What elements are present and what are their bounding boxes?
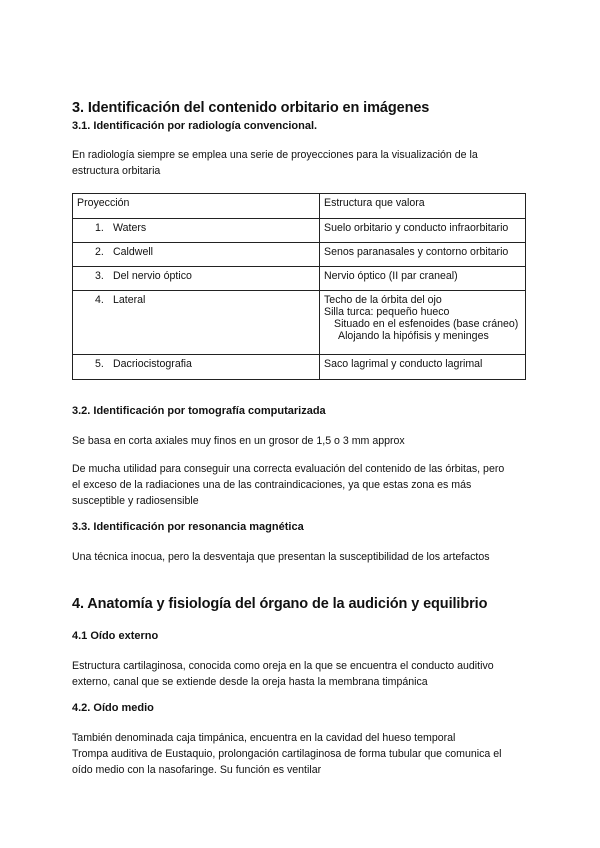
- projections-table: [72, 193, 526, 380]
- row-number: 3.: [95, 270, 104, 282]
- section-4-2-paragraph-line-2: Trompa auditiva de Eustaquio, prolongación cartilaginosa de forma tubular que comunica el: [72, 748, 502, 760]
- structure-cell: [320, 267, 526, 291]
- table-header-projection: Proyección: [73, 194, 320, 219]
- row-number: 4.: [95, 294, 104, 306]
- projection-cell: [73, 219, 320, 243]
- structure-text: Techo de la órbita del ojo: [324, 294, 442, 306]
- section-3-2-paragraph-1: Se basa en corta axiales muy finos en un grosor de 1,5 o 3 mm approx: [72, 435, 405, 447]
- row-number: 1.: [95, 222, 104, 234]
- row-number: 2.: [95, 246, 104, 258]
- section-3-1-paragraph-line-1: En radiología siempre se emplea una serie de proyecciones para la visualización de la: [72, 149, 478, 161]
- section-3-2-paragraph-2-line-2: el exceso de la radiaciones una de las contraindicaciones, ya que estas zona es más: [72, 479, 472, 491]
- projection-cell: [73, 355, 320, 380]
- row-number: 5.: [95, 358, 104, 370]
- section-4-1-paragraph-line-1: Estructura cartilaginosa, conocida como oreja en la que se encuentra el conducto auditivo: [72, 660, 494, 672]
- projection-name: Del nervio óptico: [113, 270, 192, 282]
- section-3-1-paragraph-line-2: estructura orbitaria: [72, 165, 161, 177]
- structure-cell: [320, 243, 526, 267]
- section-4-title: 4. Anatomía y fisiología del órgano de la audición y equilibrio: [72, 596, 488, 612]
- structure-cell: [320, 219, 526, 243]
- section-3-2-title: 3.2. Identificación por tomografía computarizada: [72, 405, 326, 417]
- section-4-2-paragraph-line-1: También denominada caja timpánica, encuentra en la cavidad del hueso temporal: [72, 732, 456, 744]
- section-4-2-paragraph-line-3: oído medio con la nasofaringe. Su función es ventilar: [72, 764, 322, 776]
- section-4-1-title: 4.1 Oído externo: [72, 630, 159, 642]
- table-header-row: [73, 194, 526, 219]
- section-3-title: 3. Identificación del contenido orbitario en imágenes: [72, 100, 430, 116]
- projection-cell: [73, 243, 320, 267]
- structure-text: Alojando la hipófisis y meninges: [338, 330, 489, 342]
- structure-text: Silla turca: pequeño hueco: [324, 306, 450, 318]
- section-3-3-paragraph: Una técnica inocua, pero la desventaja que presentan la susceptibilidad de los artefactos: [72, 551, 490, 563]
- table-row: [73, 219, 526, 243]
- structure-text: Saco lagrimal y conducto lagrimal: [324, 358, 483, 370]
- table-row: [73, 291, 526, 355]
- section-4-1-paragraph-line-2: externo, canal que se extiende desde la oreja hasta la membrana timpánica: [72, 676, 428, 688]
- section-3-2-paragraph-2-line-3: susceptible y radiosensible: [72, 495, 199, 507]
- table-row: [73, 355, 526, 380]
- section-3-2-paragraph-2-line-1: De mucha utilidad para conseguir una correcta evaluación del contenido de las órbitas, pero: [72, 463, 505, 475]
- table-row: [73, 267, 526, 291]
- projection-name: Waters: [113, 222, 147, 234]
- projection-cell: [73, 267, 320, 291]
- structure-text: Suelo orbitario y conducto infraorbitario: [324, 222, 509, 234]
- projection-name: Caldwell: [113, 246, 154, 258]
- section-3-1-title: 3.1. Identificación por radiología convencional.: [72, 120, 318, 132]
- projection-name: Dacriocistografia: [113, 358, 192, 370]
- structure-cell: [320, 291, 526, 355]
- structure-text: Nervio óptico (II par craneal): [324, 270, 458, 282]
- projection-cell: [73, 291, 320, 355]
- section-4-2-title: 4.2. Oído medio: [72, 702, 154, 714]
- table-row: [73, 243, 526, 267]
- structure-text: Senos paranasales y contorno orbitario: [324, 246, 509, 258]
- section-3-3-title: 3.3. Identificación por resonancia magnética: [72, 521, 304, 533]
- table-header-structure: Estructura que valora: [320, 194, 526, 219]
- structure-cell: [320, 355, 526, 380]
- projection-name: Lateral: [113, 294, 146, 306]
- structure-text: Situado en el esfenoides (base cráneo): [334, 318, 519, 330]
